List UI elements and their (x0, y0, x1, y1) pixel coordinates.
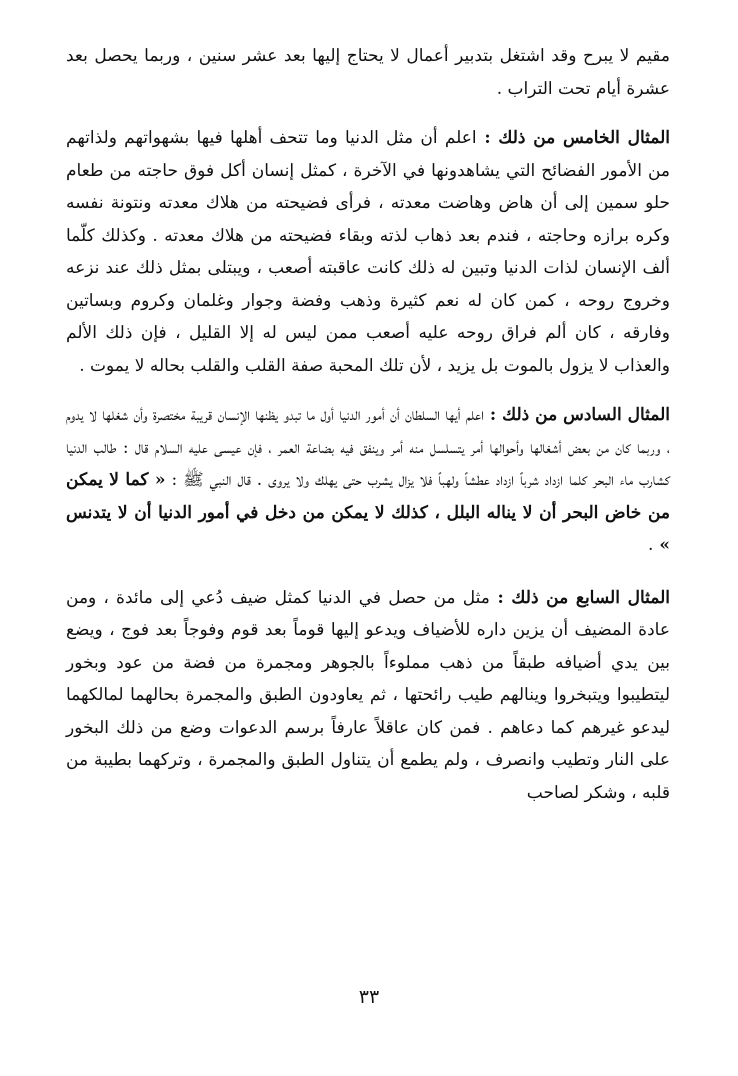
paragraph-example-five (66, 122, 670, 382)
paragraph-text: اعلم أن مثل الدنيا وما تتحف أهلها فيها بشهواتهم ولذاتهم من الأمور الفضائح التي يشاهدونها في الآخرة ، كمثل إنسان أكل فوق حاجته من طعام حلو سمين إلى أن هاض وهاضت معدته ، فرأى فضيحته من هلاك معدته ونتونة نفسه وكره برازه وحاجته ، فندم بعد ذهاب لذته وبقاء فضيحته من هلاك معدته . وكذلك كلّما ألف الإنسان لذات الدنيا وتبين له ذلك كانت عاقبته أصعب ، ويبتلى بمثل ذلك عند نزعه وخروج روحه ، كمن كان له نعم كثيرة وذهب وفضة وجوار وغلمان وكروم وبساتين وفارقه ، كان ألم فراق روحه عليه أصعب ممن ليس له إلا القليل ، فإن ذلك الألم والعذاب لا يزول بالموت بل يزيد ، لأن تلك المحبة صفة القلب والقلب بحاله لا يموت . (66, 128, 670, 376)
example-heading: المثال الخامس من ذلك : (476, 128, 670, 148)
example-heading: المثال السادس من ذلك : (484, 405, 670, 425)
paragraph-continuation (66, 40, 670, 105)
page-number: ٣٣ (358, 986, 380, 1008)
paragraph-end-mark: . (648, 535, 654, 555)
paragraph-text: مثل من حصل في الدنيا كمثل ضيف دُعي إلى مائدة ، ومن عادة المضيف أن يزين داره للأضياف ويدعو إليها قوماً بعد قوم وفوجاً بعد فوج ، ويضع بين يدي أضيافه طبقاً من ذهب مملوءاً بالجوهر ومجمرة من فضة من عود وبخور ليتطيبوا ويتبخروا وينالهم طيب رائحتها ، ثم يعاودون الطبق والمجمرة بحالهما لمالكهما ليدعو غيرهم كما دعاهم . فمن كان عاقلاً عارفاً برسم الدعوات وضع من ذلك البخور على النار وتطيب وانصرف ، ولم يطمع أن يتناول الطبق والمجمرة ، وتركهما بطيبة من قلبه ، وشكر لصاحب (66, 587, 670, 803)
page-body (66, 40, 670, 809)
paragraph-example-six (66, 399, 670, 562)
paragraph-text: مقيم لا يبرح وقد اشتغل بتدبير أعمال لا يحتاج إليها بعد عشر سنين ، وربما يحصل بعد عشرة أيام تحت التراب . (66, 46, 670, 99)
hadith-quote: « كما لا يمكن من خاض البحر أن لا يناله البلل ، كذلك لا يمكن من دخل في أمور الدنيا أن لا يتدنس » (66, 470, 670, 555)
paragraph-text: اعلم أيها السلطان أن أمور الدنيا أول ما تبدو يظنها الإنسان قريبة مختصرة وأن شغلها لا يدوم ، وربما كان من بعض أشغالها وأحوالها أمر يتسلسل منه أمر وينفق فيه بضاعة العمر ، فإن عيسى عليه السلام قال : طالب الدنيا كشارب ماء البحر كلما ازداد شرباً ازداد عطشاً ولهباً فلا يزال يشرب حتى يهلك ولا يروى . قال النبي ﷺ : (66, 405, 670, 490)
paragraph-example-seven (66, 582, 670, 810)
example-heading: المثال السابع من ذلك : (489, 587, 670, 608)
